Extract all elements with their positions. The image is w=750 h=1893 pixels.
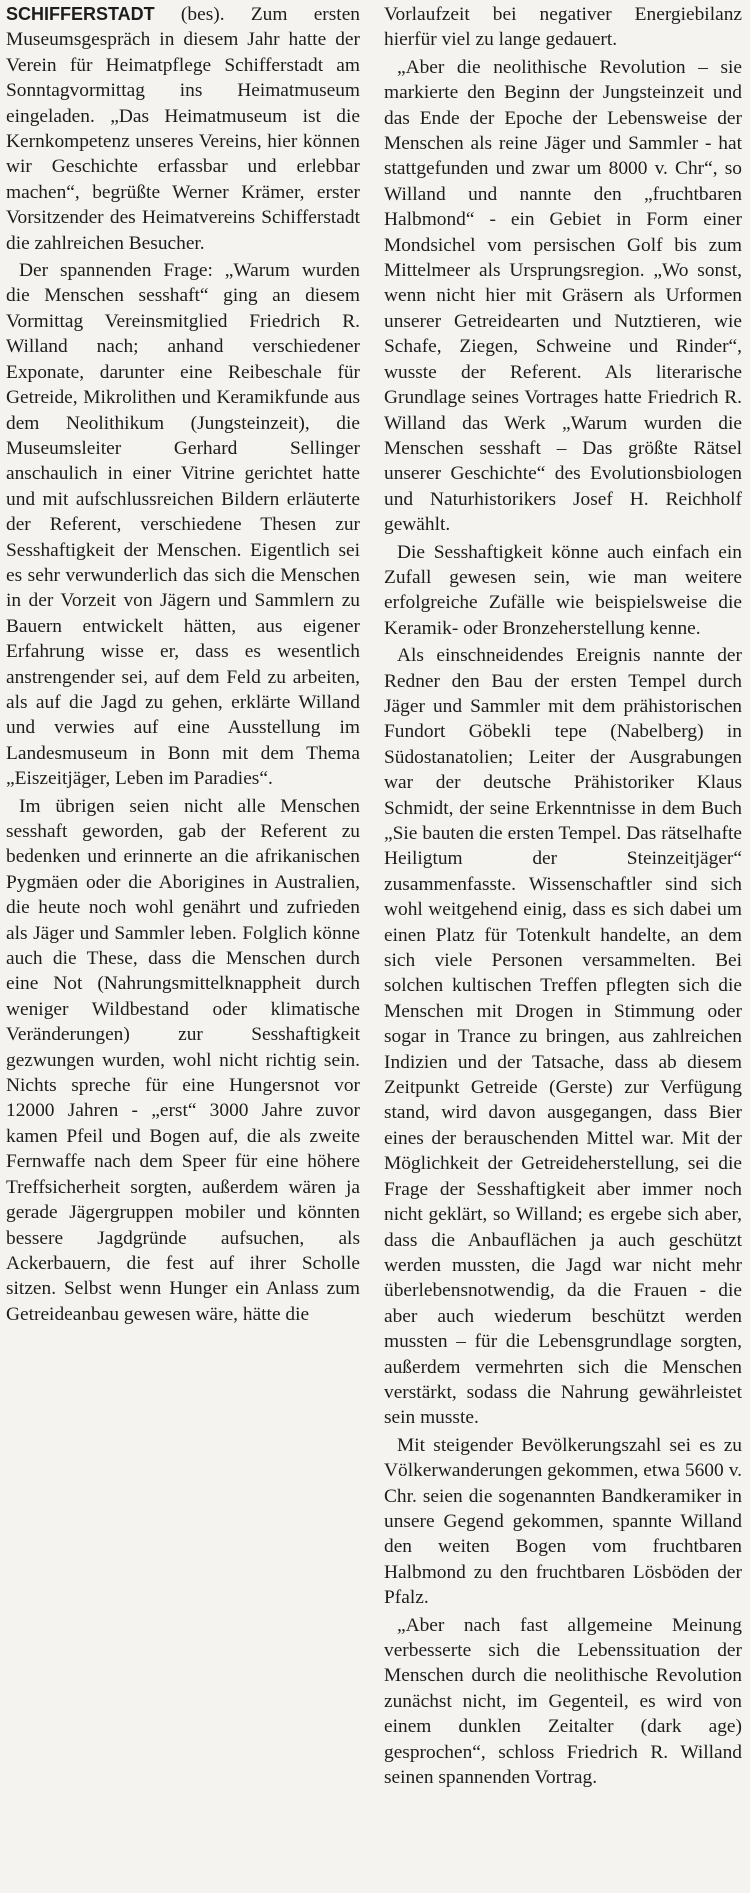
left-column <box>6 2 360 1329</box>
right-column <box>384 2 742 1792</box>
paragraph: Der spannenden Frage: „Warum wurden die Menschen sesshaft“ ging an diesem Vormittag Vereinsmitglied Friedrich R. Willand nach; anhand verschiedener Exponate, darunter eine Reibeschale für Getreide, Mikrolithen und Keramikfunde aus dem Neolithikum (Jungsteinzeit), die Museumsleiter Gerhard Sellinger anschaulich in einer Vitrine gerichtet hatte und mit aufschlussreichen Bildern erläuterte der Referent, verschiedene Thesen zur Sesshaftigkeit der Menschen. Eigentlich sei es sehr verwunderlich das sich die Menschen in der Vorzeit von Jägern und Sammlern zu Bauern entwickelt hätten, aus eigener Erfahrung wisse er, dass es wesentlich anstrengender sei, auf dem Feld zu arbeiten, als auf die Jagd zu gehen, erklärte Willand und verwies auf eine Ausstellung im Landesmuseum in Bonn mit dem Thema „Eiszeitjäger, Leben im Paradies“. <box>6 260 360 790</box>
paragraph: „Aber nach fast allgemeine Meinung verbesserte sich die Lebenssituation der Menschen durch die neolithische Revolution zunächst nicht, im Gegenteil, es wird von einem dunklen Zeitalter (dark age) gesprochen“, schloss Friedrich R. Willand seinen spannenden Vortrag. <box>384 1614 742 1789</box>
paragraph: „Aber die neolithische Revolution – sie markierte den Beginn der Jungsteinzeit und das Ende der Epoche der Lebensweise der Menschen als reine Jäger und Sammler - hat stattgefunden und zwar um 8000 v. Chr“, so Willand und nannte den „fruchtbaren Halbmond“ - ein Gebiet in Form einer Mondsichel vom persischen Golf bis zum Mittelmeer als Ursprungsregion. „Wo sonst, wenn nicht hier mit Gräsern als Urformen unserer Getreidearten und Nutztieren, wie Schafe, Ziegen, Schweine und Rinder“, wusste der Referent. Als literarische Grundlage seines Vortrages hatte Friedrich R. Willand das Werk „Warum wurden die Menschen sesshaft – Das größte Rätsel unserer Geschichte“ des Evolutionsbiologen und Naturhistorikers Josef H. Reichholf gewählt. <box>384 56 742 536</box>
paragraph: Vorlaufzeit bei negativer Energiebilanz hierfür viel zu lange gedauert. <box>384 4 742 51</box>
paragraph: Mit steigender Bevölkerungszahl sei es zu Völkerwanderungen gekommen, etwa 5600 v. Chr. seien die sogenannten Bandkeramiker in unsere Gegend gekommen, spannte Willand den weiten Bogen vom fruchtbaren Halbmond zu den fruchtbaren Lösböden der Pfalz. <box>384 1434 742 1609</box>
dateline-suffix: (bes). <box>154 4 251 25</box>
paragraph: Die Sesshaftigkeit könne auch einfach ein Zufall gewesen sein, wie man weitere erfolgreiche Zufälle wie beispielsweise die Keramik- oder Bronzeherstellung kenne. <box>384 541 742 639</box>
paragraph: Im übrigen seien nicht alle Menschen sesshaft geworden, gab der Referent zu bedenken und erinnerte an die afrikanischen Pygmäen oder die Aborigines in Australien, die heute noch wohl genährt und zufrieden als Jäger und Sammler leben. Folglich könne auch die These, dass die Menschen durch eine Not (Nahrungsmittelknappheit durch weniger Wildbestand oder klimatische Veränderungen) zur Sesshaftigkeit gezwungen wurden, wohl nicht richtig sein. Nichts spreche für eine Hungersnot vor 12000 Jahren - „erst“ 3000 Jahre zuvor kamen Pfeil und Bogen auf, die als zweite Fernwaffe nach dem Speer für eine höhere Treffsicherheit sorgten, außerdem wären ja gerade Jägergruppen mobiler und könnten bessere Jagdgründe aufsuchen, als Ackerbauern, die fest auf ihrer Scholle sitzen. Selbst wenn Hunger ein Anlass zum Getreideanbau gewesen wäre, hätte die <box>6 795 360 1325</box>
paragraph-text: Zum ersten Museumsgespräch in diesem Jahr hatte der Verein für Heimatpflege Schifferstadt am Sonntagvormittag ins Heimatmuseum eingeladen. „Das Heimatmuseum ist die Kernkompetenz unseres Vereins, hier können wir Geschichte erfassbar und erlebbar machen“, begrüßte Werner Krämer, erster Vorsitzender des Heimatvereins Schifferstadt die zahlreichen Besucher. <box>6 4 360 254</box>
lead-paragraph <box>6 2 360 256</box>
paragraph: Als einschneidendes Ereignis nannte der Redner den Bau der ersten Tempel durch Jäger und Sammler mit dem prähistorischen Fundort Göbekli tepe (Nabelberg) in Südostanatolien; Leiter der Ausgrabungen war der deutsche Prähistoriker Klaus Schmidt, der seine Erkenntnisse in dem Buch „Sie bauten die ersten Tempel. Das rätselhafte Heiligtum der Steinzeitjäger“ zusammenfasste. Wissenschaftler sind sich wohl weitgehend einig, dass es sich dabei um einen Platz für Totenkult handelte, an dem sich viele Personen versammelten. Bei solchen kultischen Treffen pflegten sich die Menschen mit Drogen in Stimmung oder sogar in Trance zu bringen, aus zahlreichen Indizien und der Tatsache, dass ab diesem Zeitpunkt Getreide (Gerste) zur Verfügung stand, wird davon ausgegangen, dass Bier eines der berauschenden Mittel war. Mit der Möglichkeit der Getreideherstellung, sei die Frage der Sesshaftigkeit aber immer noch nicht geklärt, so Willand; es ergebe sich aber, dass die Anbauflächen ja auch geschützt werden mussten, die Jagd war nicht mehr überlebensnotwendig, da die Frauen - die aber auch wiederum beschützt werden mussten – für die Lebensgrundlage sorgten, außerdem vermehrten sich die Menschen verstärkt, sodass die Nahrung gewährleistet sein musste. <box>384 645 742 1429</box>
dateline: SCHIFFERSTADT <box>6 4 155 24</box>
